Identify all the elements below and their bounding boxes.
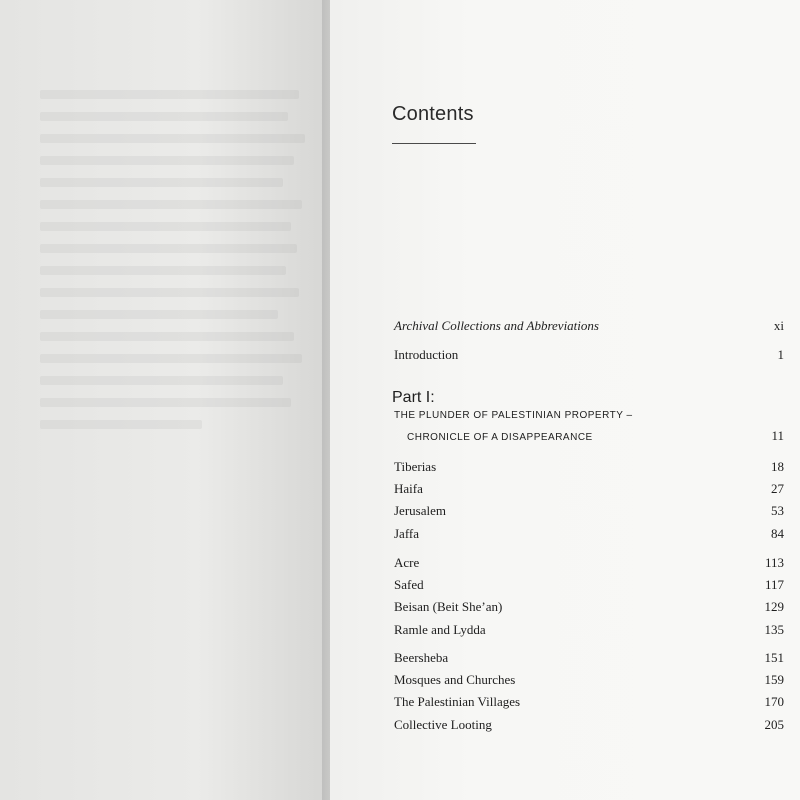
toc-entry-label: Beersheba: [394, 650, 449, 665]
toc-entry-page: 113: [764, 555, 784, 570]
part-subtitle: THE PLUNDER OF PALESTINIAN PROPERTY –: [394, 410, 633, 421]
toc-entry: [394, 459, 784, 475]
part-subtitle: CHRONICLE OF A DISAPPEARANCE: [407, 432, 593, 443]
toc-entry-page: 117: [764, 577, 784, 592]
right-page: [330, 0, 800, 800]
toc-entry-label: Haifa: [394, 481, 423, 496]
toc-entry-label: Beisan (Beit She’an): [394, 599, 503, 614]
part-subtitle-row: [394, 428, 784, 444]
toc-entry-front-matter: [394, 347, 784, 363]
toc-entry-page: 135: [764, 622, 784, 637]
toc-entry-label: Collective Looting: [394, 717, 492, 732]
toc-entry-page: 151: [764, 650, 784, 665]
toc-entry-label: The Palestinian Villages: [394, 694, 521, 709]
toc-entry-page: 205: [764, 717, 784, 732]
toc-entry-page: 53: [771, 503, 784, 518]
toc-entry-page: 170: [764, 694, 784, 709]
toc-entry: [394, 650, 784, 666]
toc-entry: [394, 717, 784, 733]
toc-entry: [394, 555, 784, 571]
toc-entry: [394, 622, 784, 638]
toc-entry: [394, 672, 784, 688]
left-page: [0, 0, 330, 800]
show-through-text: [40, 90, 310, 442]
toc-entry-page: 18: [771, 459, 784, 474]
toc-entry: [394, 481, 784, 497]
toc-entry-page: xi: [773, 318, 784, 333]
toc-entry: [394, 599, 784, 615]
toc-entry-label: Mosques and Churches: [394, 672, 516, 687]
part-heading: Part I:: [392, 389, 435, 406]
toc-entry-page: 11: [771, 428, 784, 443]
toc-entry: [394, 577, 784, 593]
toc-entry-label: Jerusalem: [394, 503, 446, 518]
toc-entry-page: 129: [764, 599, 784, 614]
title-rule: [392, 143, 476, 144]
toc-entry-label: Archival Collections and Abbreviations: [394, 318, 599, 333]
toc-entry-page: 84: [771, 526, 784, 541]
toc-entry-page: 1: [777, 347, 784, 362]
toc-entry-front-matter: [394, 318, 784, 334]
toc-entry-label: Jaffa: [394, 526, 420, 541]
toc-entry-label: Introduction: [394, 347, 459, 362]
toc-entry: [394, 694, 784, 710]
toc-entry-page: 27: [771, 481, 784, 496]
toc-entry: [394, 526, 784, 542]
page-title: Contents: [392, 103, 474, 125]
toc-entry-page: 159: [764, 672, 784, 687]
toc-entry-label: Ramle and Lydda: [394, 622, 486, 637]
toc-entry-label: Tiberias: [394, 459, 437, 474]
toc-entry-label: Acre: [394, 555, 420, 570]
toc-entry-label: Safed: [394, 577, 424, 592]
toc-entry: [394, 503, 784, 519]
